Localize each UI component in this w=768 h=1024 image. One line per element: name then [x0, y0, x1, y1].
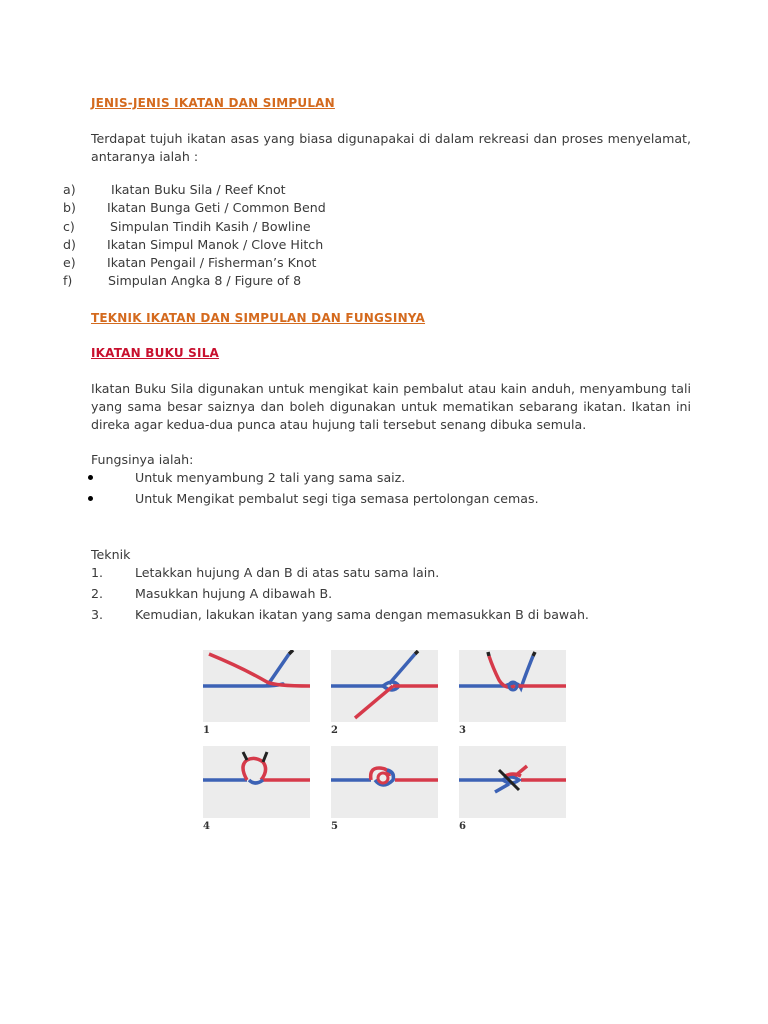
figure-caption: 4 — [203, 821, 210, 832]
intro-paragraph: Terdapat tujuh ikatan asas yang biasa digunapakai di dalam rekreasi dan proses menyelamat, antaranya ialah : — [91, 131, 691, 164]
bullet-icon — [88, 496, 93, 501]
function-label: Fungsinya ialah: — [91, 452, 194, 467]
reef-description-paragraph: Ikatan Buku Sila digunakan untuk mengikat kain pembalut atau kain anduh, menyambung tali yang sama besar saiznya dan boleh digunakan untuk mematikan sebarang ikatan. Ikatan ini direka agar kedua-dua punca atau hujung tali tersebut senang dibuka semula. — [91, 381, 691, 432]
rope-step-5-image — [331, 746, 438, 818]
figure-caption: 1 — [203, 725, 210, 736]
figure-caption: 3 — [459, 725, 466, 736]
rope-step-2-image — [331, 650, 438, 722]
heading-reef-knot: IKATAN BUKU SILA — [91, 346, 220, 360]
rope-step-6-image — [459, 746, 566, 818]
figure-caption: 6 — [459, 821, 466, 832]
rope-step-1-image — [203, 650, 310, 722]
heading-technique: TEKNIK IKATAN DAN SIMPULAN DAN FUNGSINYA — [91, 311, 426, 325]
bullet-icon — [88, 475, 93, 480]
heading-knot-types: JENIS-JENIS IKATAN DAN SIMPULAN — [91, 96, 335, 110]
rope-step-4-image — [203, 746, 310, 818]
technique-label: Teknik — [91, 547, 131, 562]
figure-caption: 2 — [331, 725, 338, 736]
document-page: JENIS-JENIS IKATAN DAN SIMPULAN Terdapat tujuh ikatan asas yang biasa digunapakai di dalam rekreasi dan proses menyelamat, antaranya ialah : a) Ikatan Buku Sila / Reef Knot b) Ikatan Bunga Geti / Common Bend c) Simpulan Tindih Kasih / Bowline d) Ikatan Simpul Manok / Clove Hitch e) Ikatan Pengail / Fisherman’s Knot f) Simpulan Angka 8 / Figure of 8 TEKNIK IKATAN DAN SIMPULAN DAN FUNGSINYA IKATAN BUKU SILA Ikatan Buku Sila digunakan untuk mengikat kain pembalut atau kain anduh, menyambung tali yang sama besar saiznya dan boleh digunakan untuk mematikan sebarang ikatan. Ikatan ini direka agar kedua-dua punca atau hujung tali tersebut senang dibuka semula. Fungsinya ialah: Untuk menyambung 2 tali yang sama saiz. Untuk Mengikat pembalut segi tiga semasa pertolongan cemas. Teknik 1. Letakkan hujung A dan B di atas satu sama lain. 2. Masukkan hujung A dibawah B. 3. Kemudian, lakukan ikatan yang sama dengan memasukkan B di bawah. 1 2 3 4 5 6 — [63, 96, 691, 832]
figure-caption: 5 — [331, 821, 338, 832]
rope-step-3-image — [459, 650, 566, 722]
